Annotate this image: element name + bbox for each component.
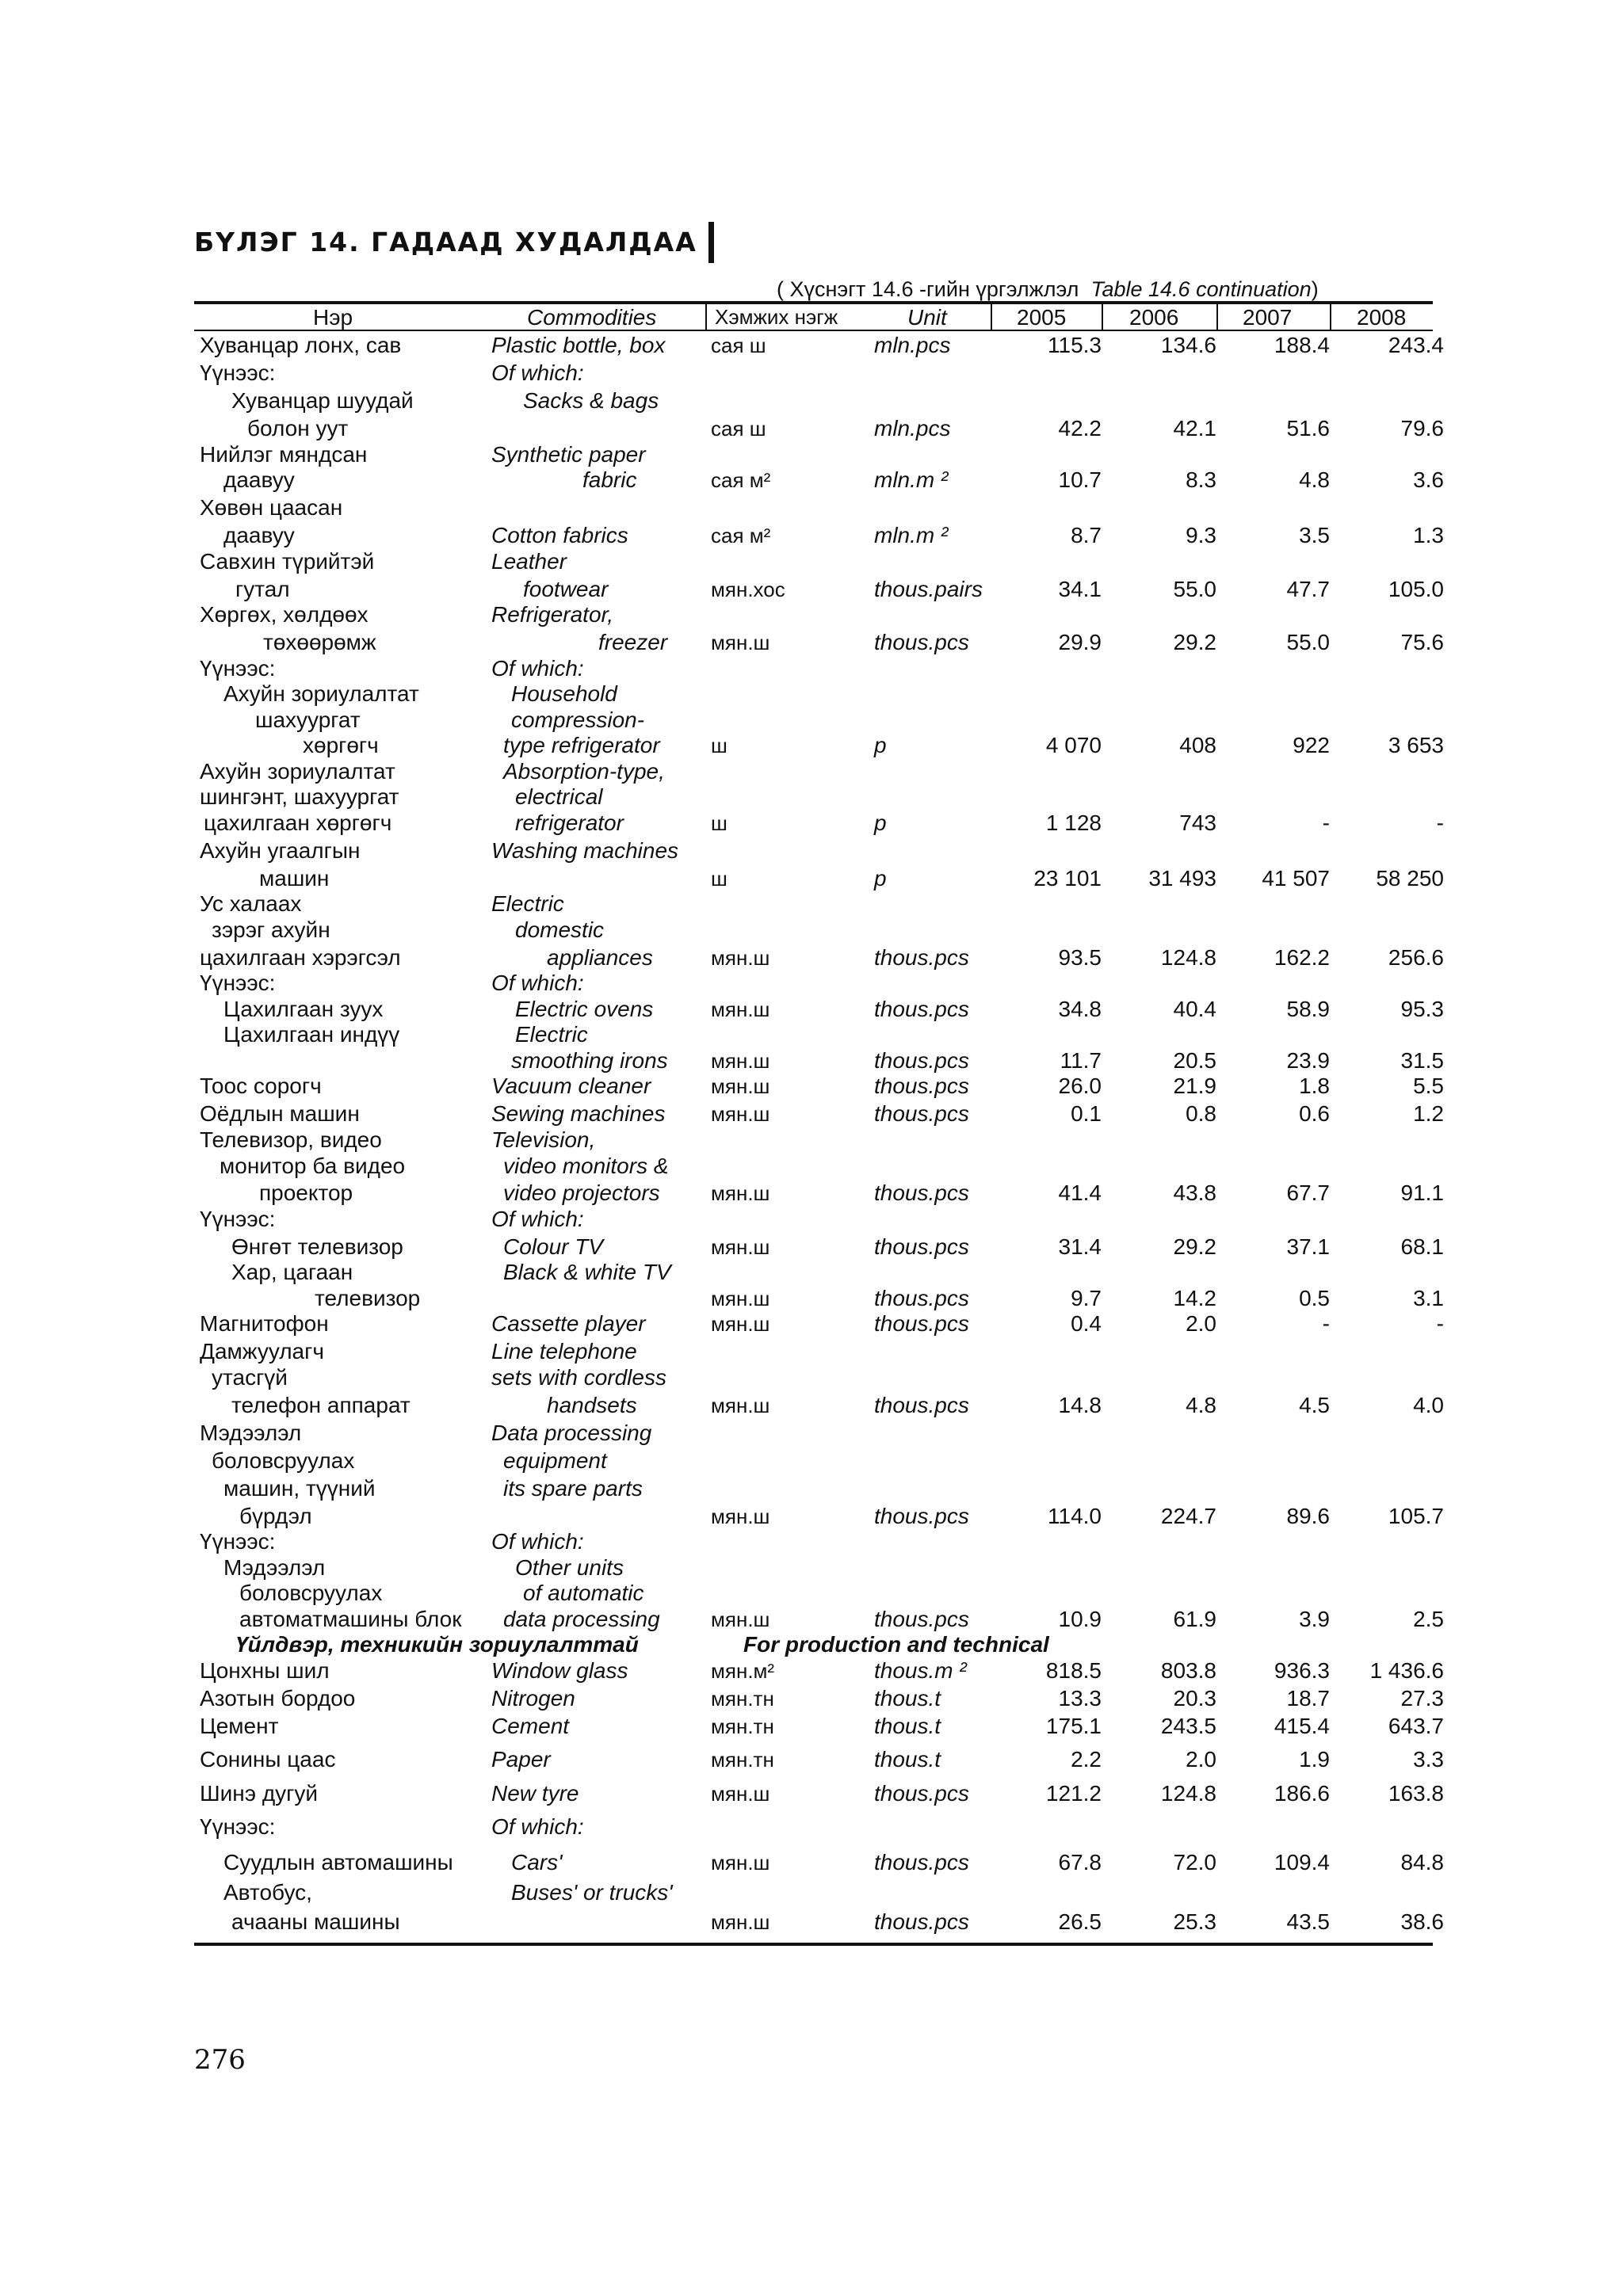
commodity-name-en: New tyre [491, 1781, 579, 1806]
value-2006: 20.5 [1173, 1048, 1216, 1073]
header-year: 2007 [1243, 305, 1293, 330]
value-2008: 105.0 [1388, 577, 1444, 601]
unit-en: thous.pcs [874, 630, 969, 654]
value-2007: 89.6 [1286, 1504, 1330, 1528]
value-2007: 0.6 [1299, 1101, 1330, 1126]
table-bottom-rule [194, 1943, 1433, 1946]
value-2005: 0.1 [1071, 1101, 1102, 1126]
unit-en: thous.pcs [874, 1781, 969, 1806]
commodity-name-en: Cotton fabrics [491, 523, 628, 547]
value-2007: 47.7 [1286, 577, 1330, 601]
unit-en: thous.pairs [874, 577, 983, 601]
value-2005: 26.5 [1058, 1909, 1102, 1934]
unit-mn: мян.ш [711, 1782, 770, 1806]
commodity-name-en: Of which: [491, 971, 584, 995]
commodity-name-en: fabric [582, 467, 637, 492]
value-2008: 1 436.6 [1369, 1658, 1444, 1683]
header-divider [1330, 304, 1331, 330]
value-2007: 58.9 [1286, 997, 1330, 1021]
commodity-name-en: Cassette player [491, 1311, 646, 1336]
section-heading-mn: Үйлдвэр, техникийн зориулалттай [235, 1632, 639, 1657]
commodity-name-en: Leather [491, 549, 567, 574]
commodity-name-mn: Шинэ дугуй [200, 1781, 319, 1806]
unit-mn: сая ш [711, 334, 766, 357]
unit-mn: сая ш [711, 417, 766, 441]
commodity-name-mn: телевизор [315, 1286, 421, 1310]
value-2005: 31.4 [1058, 1234, 1102, 1259]
value-2005: 29.9 [1058, 630, 1102, 654]
unit-mn: ш [711, 811, 727, 835]
commodity-name-en: smoothing irons [511, 1048, 668, 1073]
commodity-name-mn: зэрэг ахуйн [212, 917, 330, 942]
commodity-name-mn: Үүнээс: [200, 971, 276, 995]
value-2008: 5.5 [1413, 1074, 1444, 1098]
value-2007: 186.6 [1274, 1781, 1330, 1806]
commodity-name-en: Colour TV [503, 1234, 604, 1259]
value-2006: 25.3 [1173, 1909, 1216, 1934]
commodity-name-mn: Тоос сорогч [200, 1074, 322, 1098]
unit-mn: мян.ш [711, 1235, 770, 1259]
value-2005: 2.2 [1071, 1747, 1102, 1772]
unit-mn: сая м² [711, 524, 771, 547]
value-2005: 9.7 [1071, 1286, 1102, 1310]
unit-en: p [874, 866, 887, 891]
commodity-name-en: Other units [515, 1555, 624, 1580]
value-2008: 91.1 [1400, 1180, 1444, 1205]
commodity-name-mn: машин [259, 866, 330, 891]
value-2006: 31 493 [1148, 866, 1216, 891]
commodity-name-mn: Хуванцар шуудай [231, 388, 414, 413]
commodity-name-mn: хөргөгч [303, 733, 379, 757]
unit-mn: мян.ш [711, 1312, 770, 1336]
commodity-name-en: video monitors & [503, 1154, 669, 1178]
value-2008: 1.2 [1413, 1101, 1444, 1126]
value-2008: 58 250 [1376, 866, 1444, 891]
header-unit-en: Unit [907, 305, 947, 330]
unit-mn: мян.ш [711, 1910, 770, 1934]
commodity-name-mn: шахуургат [255, 707, 361, 732]
unit-en: thous.t [874, 1747, 941, 1772]
header-unit-mn: Хэмжих нэгж [715, 305, 838, 329]
commodity-name-en: Sacks & bags [523, 388, 659, 413]
commodity-name-mn: Цахилгаан зуух [223, 997, 384, 1021]
commodity-name-en: Of which: [491, 1529, 584, 1554]
header-divider [705, 304, 707, 330]
commodity-name-en: sets with cordless [491, 1365, 666, 1390]
unit-mn: мян.тн [711, 1714, 774, 1738]
commodity-name-mn: Мэдээлэл [223, 1555, 326, 1580]
commodity-name-mn: утасгүй [212, 1365, 288, 1390]
unit-en: thous.pcs [874, 1048, 969, 1073]
value-2007: 922 [1293, 733, 1330, 757]
commodity-name-en: Sewing machines [491, 1101, 666, 1126]
value-2007: 3.9 [1299, 1607, 1330, 1631]
unit-en: p [874, 810, 887, 835]
commodity-name-mn: Цемент [200, 1714, 279, 1738]
commodity-name-mn: Телевизор, видео [200, 1127, 382, 1152]
unit-mn: мян.тн [711, 1687, 774, 1711]
commodity-name-en: Plastic bottle, box [491, 333, 666, 357]
commodity-name-mn: автоматмашины блок [239, 1607, 462, 1631]
section-heading-en: For production and technical [743, 1632, 1049, 1657]
value-2007: 23.9 [1286, 1048, 1330, 1073]
commodity-name-mn: Магнитофон [200, 1311, 329, 1336]
commodity-name-en: Vacuum cleaner [491, 1074, 651, 1098]
unit-en: mln.pcs [874, 416, 951, 441]
unit-mn: ш [711, 867, 727, 891]
commodity-name-mn: Оёдлын машин [200, 1101, 360, 1126]
value-2007: 0.5 [1299, 1286, 1330, 1310]
commodity-name-en: Paper [491, 1747, 551, 1772]
header-year: 2008 [1357, 305, 1407, 330]
value-2006: 29.2 [1173, 630, 1216, 654]
commodity-name-mn: ачааны машины [231, 1909, 400, 1934]
commodity-name-en: Of which: [491, 656, 584, 681]
value-2006: 21.9 [1173, 1074, 1216, 1098]
commodity-name-mn: бүрдэл [239, 1504, 312, 1528]
value-2006: 43.8 [1173, 1180, 1216, 1205]
value-2007: 936.3 [1274, 1658, 1330, 1683]
value-2005: 13.3 [1058, 1686, 1102, 1711]
commodity-name-mn: телефон аппарат [231, 1393, 411, 1417]
value-2008: 79.6 [1400, 416, 1444, 441]
header-name-mn: Нэр [313, 305, 353, 330]
value-2005: 121.2 [1045, 1781, 1102, 1806]
value-2007: 67.7 [1286, 1180, 1330, 1205]
commodity-name-mn: гутал [235, 577, 290, 601]
commodity-name-mn: Үүнээс: [200, 1207, 276, 1231]
commodity-name-mn: Нийлэг мяндсан [200, 442, 368, 467]
commodity-name-en: type refrigerator [503, 733, 660, 757]
value-2005: 8.7 [1071, 523, 1102, 547]
unit-en: thous.pcs [874, 997, 969, 1021]
commodity-name-mn: Үүнээс: [200, 1529, 276, 1554]
unit-mn: мян.ш [711, 1505, 770, 1528]
commodity-name-mn: шингэнт, шахуургат [200, 784, 399, 809]
commodity-name-en: Electric [491, 891, 564, 916]
value-2005: 41.4 [1058, 1180, 1102, 1205]
value-2007: 415.4 [1274, 1714, 1330, 1738]
commodity-name-en: footwear [523, 577, 609, 601]
commodity-name-en: domestic [515, 917, 605, 942]
value-2008: 256.6 [1388, 945, 1444, 970]
unit-en: mln.m ² [874, 523, 949, 547]
value-2005: 818.5 [1045, 1658, 1102, 1683]
value-2007: - [1322, 1311, 1330, 1336]
commodity-name-en: Electric [515, 1022, 588, 1047]
value-2008: 3.6 [1413, 467, 1444, 492]
value-2008: 95.3 [1400, 997, 1444, 1021]
table-continuation-note: ( Хүснэгт 14.6 -гийн үргэлжлэл Table 14.6 continuation) [777, 277, 1319, 301]
value-2008: 3 653 [1388, 733, 1444, 757]
commodity-name-mn: Өнгөт телевизор [231, 1234, 403, 1259]
value-2007: 1.9 [1299, 1747, 1330, 1772]
value-2005: 23 101 [1033, 866, 1102, 891]
commodity-name-mn: төхөөрөмж [263, 630, 376, 654]
value-2008: 3.3 [1413, 1747, 1444, 1772]
commodity-name-en: handsets [547, 1393, 637, 1417]
chapter-title: БҮЛЭГ 14. ГАДААД ХУДАЛДАА [194, 222, 714, 263]
value-2006: 0.8 [1186, 1101, 1216, 1126]
unit-mn: мян.ш [711, 1608, 770, 1631]
commodity-name-en: video projectors [503, 1180, 660, 1205]
commodity-name-en: Absorption-type, [503, 759, 665, 784]
commodity-name-mn: болон уут [247, 416, 349, 441]
value-2007: 4.5 [1299, 1393, 1330, 1417]
commodity-name-mn: Суудлын автомашины [223, 1850, 453, 1875]
unit-en: p [874, 733, 887, 757]
value-2008: - [1436, 1311, 1444, 1336]
value-2006: 42.1 [1173, 416, 1216, 441]
unit-mn: ш [711, 734, 727, 757]
unit-en: thous.pcs [874, 1101, 969, 1126]
value-2008: 163.8 [1388, 1781, 1444, 1806]
value-2008: 105.7 [1388, 1504, 1444, 1528]
value-2007: 18.7 [1286, 1686, 1330, 1711]
value-2005: 0.4 [1071, 1311, 1102, 1336]
table-top-rule [194, 301, 1433, 304]
commodity-name-en: equipment [503, 1448, 607, 1473]
commodity-name-mn: Хуванцар лонх, сав [200, 333, 402, 357]
commodity-name-mn: монитор ба видео [220, 1154, 406, 1178]
commodity-name-en: Television, [491, 1127, 596, 1152]
value-2006: 408 [1179, 733, 1216, 757]
commodity-name-mn: Ус халаах [200, 891, 302, 916]
value-2008: 38.6 [1400, 1909, 1444, 1934]
commodity-name-mn: Цонхны шил [200, 1658, 330, 1683]
commodity-name-mn: Үүнээс: [200, 360, 276, 385]
value-2008: 1.3 [1413, 523, 1444, 547]
value-2006: 743 [1179, 810, 1216, 835]
page-number: 276 [194, 2044, 246, 2076]
value-2006: 61.9 [1173, 1607, 1216, 1631]
value-2006: 124.8 [1160, 1781, 1216, 1806]
value-2006: 803.8 [1160, 1658, 1216, 1683]
commodity-name-en: Of which: [491, 1814, 584, 1839]
value-2007: - [1322, 810, 1330, 835]
unit-en: thous.pcs [874, 1504, 969, 1528]
value-2007: 41 507 [1262, 866, 1330, 891]
header-year: 2005 [1017, 305, 1067, 330]
commodity-name-en: Refrigerator, [491, 602, 614, 627]
commodity-name-mn: Азотын бордоо [200, 1686, 356, 1711]
commodity-name-en: Line telephone [491, 1339, 637, 1363]
unit-en: thous.pcs [874, 1234, 969, 1259]
value-2005: 67.8 [1058, 1850, 1102, 1875]
value-2007: 51.6 [1286, 416, 1330, 441]
commodity-name-en: Data processing [491, 1421, 652, 1445]
value-2007: 55.0 [1286, 630, 1330, 654]
unit-mn: мян.тн [711, 1748, 774, 1772]
unit-mn: мян.ш [711, 1049, 770, 1073]
unit-en: thous.pcs [874, 1311, 969, 1336]
commodity-name-mn: Үүнээс: [200, 656, 276, 681]
unit-mn: мян.ш [711, 1287, 770, 1310]
value-2007: 4.8 [1299, 467, 1330, 492]
value-2006: 2.0 [1186, 1747, 1216, 1772]
unit-mn: мян.ш [711, 1181, 770, 1205]
unit-en: mln.pcs [874, 333, 951, 357]
commodity-name-mn: Мэдээлэл [200, 1421, 302, 1445]
value-2006: 72.0 [1173, 1850, 1216, 1875]
commodity-name-en: compression- [511, 707, 645, 732]
commodity-name-en: electrical [515, 784, 603, 809]
value-2008: - [1436, 810, 1444, 835]
commodity-name-mn: Сонины цаас [200, 1747, 336, 1772]
value-2005: 93.5 [1058, 945, 1102, 970]
unit-en: thous.t [874, 1686, 941, 1711]
commodity-name-en: data processing [503, 1607, 660, 1631]
unit-mn: мян.ш [711, 1074, 770, 1098]
commodity-name-mn: даавуу [223, 467, 295, 492]
commodity-name-en: Cement [491, 1714, 570, 1738]
unit-mn: мян.хос [711, 578, 785, 601]
commodity-name-en: freezer [598, 630, 668, 654]
value-2008: 243.4 [1388, 333, 1444, 357]
commodity-name-mn: Ахуйн зориулалтат [223, 681, 419, 706]
value-2005: 114.0 [1048, 1504, 1102, 1528]
commodity-name-en: of automatic [523, 1581, 644, 1605]
commodity-name-en: Electric ovens [515, 997, 654, 1021]
commodity-name-mn: Савхин түрийтэй [200, 549, 375, 574]
commodity-name-en: appliances [547, 945, 653, 970]
commodity-name-en: Of which: [491, 1207, 584, 1231]
value-2005: 34.8 [1058, 997, 1102, 1021]
unit-en: thous.pcs [874, 1850, 969, 1875]
chapter-bar [708, 222, 714, 263]
value-2008: 643.7 [1388, 1714, 1444, 1738]
commodity-name-en: Cars' [511, 1850, 563, 1875]
value-2006: 14.2 [1173, 1286, 1216, 1310]
commodity-name-mn: Ахуйн угаалгын [200, 838, 361, 863]
commodity-name-mn: цахилгаан хэрэгсэл [200, 945, 401, 970]
value-2008: 4.0 [1413, 1393, 1444, 1417]
value-2007: 43.5 [1286, 1909, 1330, 1934]
value-2006: 134.6 [1160, 333, 1216, 357]
commodity-name-en: Washing machines [491, 838, 679, 863]
unit-mn: сая м² [711, 468, 771, 492]
value-2007: 3.5 [1299, 523, 1330, 547]
unit-en: thous.pcs [874, 1286, 969, 1310]
unit-mn: мян.ш [711, 997, 770, 1021]
header-divider [1216, 304, 1218, 330]
commodity-name-mn: Хөвөн цаасан [200, 495, 343, 520]
value-2008: 84.8 [1400, 1850, 1444, 1875]
value-2008: 3.1 [1413, 1286, 1444, 1310]
header-year: 2006 [1129, 305, 1179, 330]
value-2006: 2.0 [1186, 1311, 1216, 1336]
commodity-name-mn: боловсруулах [212, 1448, 355, 1473]
value-2005: 1 128 [1045, 810, 1102, 835]
value-2006: 224.7 [1160, 1504, 1216, 1528]
value-2007: 109.4 [1274, 1850, 1330, 1875]
value-2008: 68.1 [1400, 1234, 1444, 1259]
value-2008: 75.6 [1400, 630, 1444, 654]
value-2008: 31.5 [1400, 1048, 1444, 1073]
commodity-name-en: Window glass [491, 1658, 628, 1683]
unit-mn: мян.ш [711, 946, 770, 970]
commodity-name-mn: Автобус, [223, 1880, 312, 1905]
commodity-name-en: Of which: [491, 360, 584, 385]
commodity-name-en: Synthetic paper [491, 442, 646, 467]
unit-mn: мян.ш [711, 631, 770, 654]
value-2005: 14.8 [1058, 1393, 1102, 1417]
unit-en: mln.m ² [874, 467, 949, 492]
value-2007: 1.8 [1299, 1074, 1330, 1098]
header-divider [1102, 304, 1103, 330]
commodity-name-mn: Цахилгаан индүү [223, 1022, 400, 1047]
value-2007: 188.4 [1274, 333, 1330, 357]
value-2006: 55.0 [1173, 577, 1216, 601]
value-2008: 2.5 [1413, 1607, 1444, 1631]
value-2006: 29.2 [1173, 1234, 1216, 1259]
header-bottom-rule [194, 330, 1433, 331]
value-2006: 124.8 [1160, 945, 1216, 970]
value-2005: 10.7 [1058, 467, 1102, 492]
unit-en: thous.pcs [874, 1607, 969, 1631]
header-name-en: Commodities [527, 305, 657, 330]
commodity-name-mn: Үүнээс: [200, 1814, 276, 1839]
value-2005: 26.0 [1058, 1074, 1102, 1098]
value-2005: 34.1 [1058, 577, 1102, 601]
commodity-name-mn: Хөргөх, хөлдөөх [200, 602, 369, 627]
commodity-name-en: refrigerator [515, 810, 624, 835]
commodity-name-mn: Дамжуулагч [200, 1339, 324, 1363]
commodity-name-mn: машин, түүний [223, 1476, 376, 1501]
value-2006: 20.3 [1173, 1686, 1216, 1711]
unit-en: thous.pcs [874, 1909, 969, 1934]
commodity-name-en: Buses' or trucks' [511, 1880, 673, 1905]
commodity-name-mn: проектор [259, 1180, 353, 1205]
unit-en: thous.pcs [874, 1180, 969, 1205]
unit-mn: мян.ш [711, 1102, 770, 1126]
commodity-name-en: its spare parts [503, 1476, 643, 1501]
value-2006: 4.8 [1186, 1393, 1216, 1417]
value-2005: 175.1 [1045, 1714, 1102, 1738]
unit-mn: мян.м² [711, 1659, 775, 1683]
value-2005: 10.9 [1058, 1607, 1102, 1631]
commodity-name-mn: цахилгаан хөргөгч [204, 810, 392, 835]
value-2005: 42.2 [1058, 416, 1102, 441]
unit-en: thous.pcs [874, 945, 969, 970]
value-2006: 8.3 [1186, 467, 1216, 492]
value-2005: 11.7 [1060, 1048, 1102, 1073]
unit-en: thous.pcs [874, 1393, 969, 1417]
commodity-name-mn: боловсруулах [239, 1581, 383, 1605]
commodity-name-mn: Хар, цагаан [231, 1260, 353, 1284]
commodity-name-en: Black & white TV [503, 1260, 671, 1284]
value-2005: 115.3 [1048, 333, 1102, 357]
header-divider [991, 304, 992, 330]
commodity-name-en: Nitrogen [491, 1686, 575, 1711]
value-2007: 37.1 [1286, 1234, 1330, 1259]
unit-en: thous.m ² [874, 1658, 967, 1683]
unit-mn: мян.ш [711, 1394, 770, 1417]
commodity-name-mn: даавуу [223, 523, 295, 547]
unit-en: thous.pcs [874, 1074, 969, 1098]
value-2006: 40.4 [1173, 997, 1216, 1021]
value-2006: 243.5 [1160, 1714, 1216, 1738]
value-2005: 4 070 [1045, 733, 1102, 757]
value-2007: 162.2 [1274, 945, 1330, 970]
commodity-name-mn: Ахуйн зориулалтат [200, 759, 395, 784]
unit-mn: мян.ш [711, 1851, 770, 1875]
value-2008: 27.3 [1400, 1686, 1444, 1711]
unit-en: thous.t [874, 1714, 941, 1738]
value-2006: 9.3 [1186, 523, 1216, 547]
commodity-name-en: Household [511, 681, 617, 706]
